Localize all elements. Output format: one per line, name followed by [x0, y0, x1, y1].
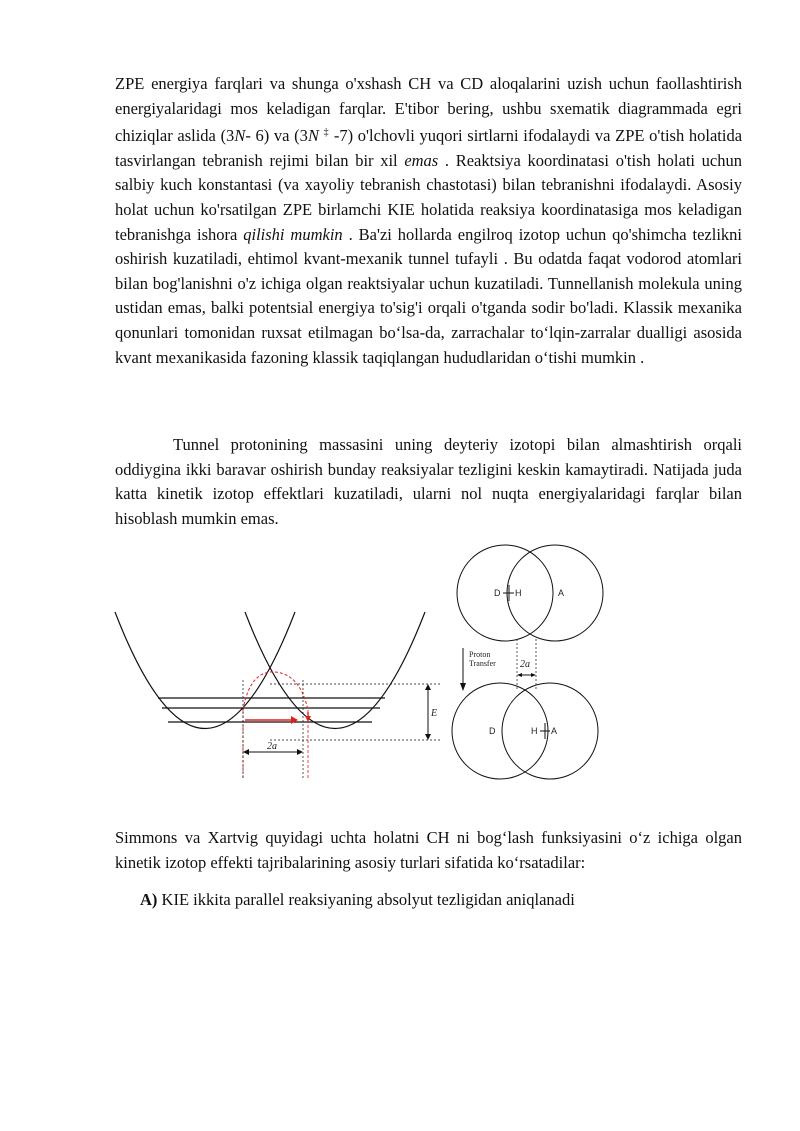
- right-width-2a-label: 2a: [520, 659, 530, 670]
- text-run: ZPE energiya farqlari va shunga o'xshash CH va CD aloqalarini uzish uchun faollashtirish energiyalaridagi mos keladigan farqlar. E'tibor bering, ushbu sxematik diagrammada egri chiziqlar aslida (3: [115, 74, 742, 146]
- proton-label: Proton: [469, 650, 491, 659]
- text-run: . Ba'zi hollarda engilroq izotop uchun qo'shimcha tezlikni oshirish kuzatiladi, ehtimol kvant-mexanik tunnel tufayli . Bu odatda faqat vodorod atomlari bilan bog'lanishni o'z ichiga olgan reaktsiyalar uchun kuzatiladi. Tunnellanish molekula uning ustidan emas, balki potentsial energiya to'sig'i orqali o'tganda sodir bo'ladi. Klassik mexanika qonunlari tomonidan ruxsat etilmagan bo‘lsa-da, zarrachalar to‘lqin-zarralar dualligi asosida kvant mexanikasida fazoning klassik taqiqlangan hududlaridan o‘tishi mumkin .: [115, 224, 743, 367]
- width-2a-label: 2a: [267, 741, 277, 752]
- top-d-label: D: [494, 588, 501, 598]
- top-a-label: A: [558, 588, 565, 598]
- italic-n: N: [307, 126, 319, 146]
- paragraph-text: Simmons va Xartvig quyidagi uchta holatni CH ni bog‘lash funksiyasini o‘z ichiga olgan kinetik izotop effekti tajribalarining asosiy turlari sifatida ko‘rsatadilar:: [115, 828, 742, 872]
- bottom-d-label: D: [489, 726, 496, 736]
- paragraph-zpe-tunnelling: [115, 72, 742, 370]
- italic-qilishi-mumkin: qilishi mumkin: [243, 224, 343, 244]
- transfer-label: Transfer: [469, 659, 496, 668]
- list-item-text: KIE ikkita parallel reaksiyaning absolyut tezligidan aniqlanadi: [157, 890, 575, 909]
- italic-n: N: [234, 126, 246, 146]
- energy-label: E: [431, 708, 438, 719]
- double-dagger-superscript: ‡: [323, 127, 330, 139]
- text-run: -7) o'lchovli yuqori sirtlarni ifodalaydi va ZPE o'tish holatida tasvirlangan tebranish rejimi bilan bir xil: [115, 126, 743, 170]
- paragraph-simmons-hartwig: [115, 826, 742, 875]
- double-well-potential-figure: [110, 600, 450, 785]
- proton-transfer-figure: [450, 543, 610, 783]
- text-run: - 6) va (3: [245, 126, 308, 146]
- paragraph-tunnel-proton: [115, 433, 742, 531]
- italic-emas: emas: [404, 150, 439, 170]
- list-item-a: [140, 888, 575, 913]
- paragraph-text: Tunnel protonining massasini uning deyteriy izotopi bilan almashtirish orqali oddiygina ikki baravar oshirish bunday reaksiyalar tezligini keskin kamaytiradi. Natijada juda katta kinetik izotop effektlari kuzatiladi, ularni nol nuqta energiyalaridagi farqlar bilan hisoblash mumkin emas.: [115, 435, 742, 528]
- bottom-h-label: H: [531, 726, 538, 736]
- list-marker: A): [140, 890, 158, 909]
- bottom-a-label: A: [551, 726, 558, 736]
- top-h-label: H: [515, 588, 522, 598]
- text-run: . Reaktsiya koordinatasi o'tish holati uchun salbiy kuch konstantasi (va xayoliy tebranish chastotasi) bilan tebranishni ifodalaydi. Asosiy holat uchun ko'rsatilgan ZPE birlamchi KIE holatida reaksiya koordinatasiga mos keladigan tebranishga ishora: [115, 150, 742, 244]
